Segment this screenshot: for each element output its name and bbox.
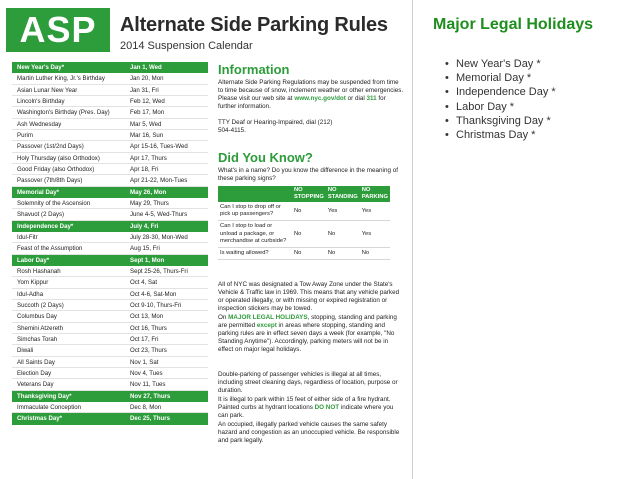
holiday-date: Apr 15-16, Tues-Wed <box>130 143 188 151</box>
major-holidays-list <box>456 57 556 142</box>
holiday-row <box>12 323 208 334</box>
holiday-date: May 29, Thurs <box>130 199 169 207</box>
holiday-name: Veterans Day <box>17 381 54 389</box>
information-body-mid: or dial <box>345 95 367 103</box>
holiday-name: Passover (7th/8th Days) <box>17 177 83 185</box>
holiday-row <box>12 368 208 379</box>
major-holiday-row <box>12 62 208 73</box>
holiday-date: July 4, Fri <box>130 222 159 230</box>
tow-away-note: All of NYC was designated a Tow Away Zone under the State's Vehicle & Traffic law in 1969. This means that any vehicle parked or operated illegally, or with missing or expired registration or inspection stickers may be towed. <box>218 281 400 313</box>
did-you-know-heading: Did You Know? <box>218 150 313 165</box>
holiday-name: Washington's Birthday (Pres. Day) <box>17 109 110 117</box>
holiday-date: Nov 4, Tues <box>130 369 163 377</box>
holiday-name: Martin Luther King, Jr.'s Birthday <box>17 75 105 83</box>
holiday-row <box>12 198 208 209</box>
holiday-row <box>12 96 208 107</box>
double-parking-note: Double-parking of passenger vehicles is illegal at all times, including street cleaning days, regardless of location, purpose or duration. <box>218 371 398 395</box>
holiday-date: Mar 5, Wed <box>130 120 162 128</box>
holiday-date: Oct 17, Fri <box>130 335 159 343</box>
major-holiday-item: • Memorial Day * <box>456 71 556 85</box>
holiday-row <box>12 85 208 96</box>
major-note-mid: , stopping, standing and parking are permitted <box>218 314 397 330</box>
do-not-highlight: DO NOT <box>314 404 340 412</box>
parking-answer: No <box>326 221 360 248</box>
holiday-name: Shemini Atzereth <box>17 324 64 332</box>
holiday-date: Apr 17, Thurs <box>130 154 167 162</box>
header-question-cell <box>218 186 292 202</box>
holiday-date: Oct 13, Mon <box>130 313 164 321</box>
holiday-date: Oct 4, Sat <box>130 279 158 287</box>
holiday-calendar-table <box>12 62 208 425</box>
holiday-row <box>12 164 208 175</box>
holiday-row <box>12 345 208 356</box>
holiday-name: Simchas Torah <box>17 335 58 343</box>
holiday-date: Nov 27, Thurs <box>130 392 171 400</box>
major-holiday-item: • New Year's Day * <box>456 57 556 71</box>
parking-question: Is waiting allowed? <box>218 248 292 260</box>
holiday-row <box>12 73 208 84</box>
parking-answer: Yes <box>360 202 390 221</box>
major-holiday-item: • Thanksgiving Day * <box>456 114 556 128</box>
major-legal-holidays-highlight: MAJOR LEGAL HOLIDAYS <box>228 314 308 321</box>
holiday-date: Apr 18, Fri <box>130 165 159 173</box>
holiday-row <box>12 300 208 311</box>
holiday-name: Purim <box>17 131 33 139</box>
parking-answer: No <box>360 248 390 260</box>
holiday-date: Aug 15, Fri <box>130 245 160 253</box>
holiday-name: Columbus Day <box>17 313 57 321</box>
parking-signs-row <box>218 202 390 221</box>
holiday-date: Apr 21-22, Mon-Tues <box>130 177 188 185</box>
parking-signs-row <box>218 248 390 260</box>
major-note-rest: in areas where stopping, standing and parking rules are in effect seven days a week (for example, "No Standing Anytime"). Accordingly, parking meters will not be in effect on major legal holidays. <box>218 322 395 354</box>
except-highlight: except <box>256 322 277 330</box>
holiday-date: Nov 1, Sat <box>130 358 159 366</box>
phone-311-link[interactable]: 311 <box>366 95 377 103</box>
holiday-name: Holy Thursday (also Orthodox) <box>17 154 100 162</box>
holiday-name: Labor Day* <box>17 256 50 264</box>
holiday-date: Nov 11, Tues <box>130 381 166 389</box>
holiday-row <box>12 277 208 288</box>
holiday-name: Idul-Adha <box>17 290 44 298</box>
holiday-row <box>12 402 208 413</box>
holiday-date: Oct 4-6, Sat-Mon <box>130 290 177 298</box>
holiday-date: Feb 12, Wed <box>130 97 165 105</box>
parking-question: Can I stop to drop off or pick up passengers? <box>218 202 292 221</box>
holiday-name: Idul-Fitr <box>17 233 38 241</box>
slide-divider <box>412 0 413 479</box>
header-no-standing: NO STANDING <box>327 187 358 200</box>
fire-hydrant-note <box>218 396 404 420</box>
major-note-lead: On <box>218 314 229 321</box>
parking-answer: No <box>292 202 326 221</box>
document-title: Alternate Side Parking Rules <box>120 14 388 36</box>
tty-text: TTY Deaf or Hearing-Impaired, dial (212) 504-4115. <box>218 119 333 135</box>
parking-signs-row <box>218 221 390 248</box>
header-no-stopping: NO STOPPING <box>294 187 324 200</box>
holiday-row <box>12 232 208 243</box>
holiday-date: July 28-30, Mon-Wed <box>130 233 188 241</box>
holiday-row <box>12 311 208 322</box>
holiday-date: Jan 1, Wed <box>130 64 162 71</box>
holiday-name: Independence Day* <box>17 222 74 230</box>
holiday-name: Thanksgiving Day* <box>17 392 72 400</box>
holiday-name: Ash Wednesday <box>17 120 62 128</box>
holiday-row <box>12 141 208 152</box>
major-holiday-row <box>12 221 208 232</box>
holiday-date: Oct 16, Thurs <box>130 324 167 332</box>
information-text <box>218 79 404 111</box>
holiday-name: Asian Lunar New Year <box>17 86 78 94</box>
holiday-row <box>12 334 208 345</box>
major-holiday-row <box>12 255 208 266</box>
did-you-know-intro: What's in a name? Do you know the difference in the meaning of these parking signs? <box>218 167 398 183</box>
holiday-date: Jan 20, Mon <box>130 75 164 83</box>
asp-logo: ASP <box>6 8 110 52</box>
holiday-name: Passover (1st/2nd Days) <box>17 143 84 151</box>
holiday-date: Sept 1, Mon <box>130 256 165 264</box>
information-heading: Information <box>218 62 290 77</box>
document-subtitle: 2014 Suspension Calendar <box>120 40 253 52</box>
major-holiday-row <box>12 413 208 424</box>
holiday-name: All Saints Day <box>17 358 55 366</box>
parking-signs-table <box>218 186 390 260</box>
holiday-name: Immaculate Conception <box>17 403 82 411</box>
holiday-name: Election Day <box>17 369 52 377</box>
holiday-date: Mar 16, Sun <box>130 131 164 139</box>
holiday-name: New Year's Day* <box>17 64 65 71</box>
holiday-row <box>12 209 208 220</box>
holiday-date: Dec 25, Thurs <box>130 415 170 423</box>
major-holidays-note <box>218 314 404 354</box>
holiday-name: Christmas Day* <box>17 415 63 423</box>
holiday-row <box>12 119 208 130</box>
major-holiday-item: • Christmas Day * <box>456 128 556 142</box>
holiday-row <box>12 357 208 368</box>
hydrant-note-lead: It is illegal to park within 15 feet of either side of a fire hydrant. Painted curbs at hydrant locations <box>218 396 391 412</box>
panel-title: Major Legal Holidays <box>433 16 594 33</box>
holiday-name: Lincoln's Birthday <box>17 97 65 105</box>
parking-answer: No <box>292 221 326 248</box>
holiday-name: Memorial Day* <box>17 188 59 196</box>
holiday-date: June 4-5, Wed-Thurs <box>130 211 188 219</box>
holiday-name: Good Friday (also Orthodox) <box>17 165 95 173</box>
holiday-name: Succoth (2 Days) <box>17 301 64 309</box>
holiday-row <box>12 289 208 300</box>
holiday-row <box>12 243 208 254</box>
parking-answer: Yes <box>326 202 360 221</box>
major-holiday-row <box>12 187 208 198</box>
holiday-name: Feast of the Assumption <box>17 245 83 253</box>
hydrant-note-rest: indicate where you can park. <box>218 404 394 420</box>
holiday-name: Rosh Hashanah <box>17 267 61 275</box>
holiday-name: Solemnity of the Ascension <box>17 199 91 207</box>
holiday-row <box>12 107 208 118</box>
occupied-vehicle-note: An occupied, illegally parked vehicle causes the same safety hazard and congestion as an unoccupied vehicle. Be responsible and park legally. <box>218 421 400 445</box>
holiday-date: Dec 8, Mon <box>130 403 162 411</box>
website-link[interactable]: www.nyc.gov/dot <box>294 95 346 103</box>
major-holiday-item: • Independence Day * <box>456 85 556 99</box>
holiday-name: Diwali <box>17 347 34 355</box>
information-body-end: for further information. <box>218 95 386 111</box>
holiday-row <box>12 379 208 390</box>
holiday-row <box>12 153 208 164</box>
parking-answer: No <box>292 248 326 260</box>
holiday-date: May 26, Mon <box>130 188 167 196</box>
holiday-date: Oct 23, Thurs <box>130 347 167 355</box>
parking-answer: No <box>326 248 360 260</box>
holiday-date: Sept 25-26, Thurs-Fri <box>130 267 188 275</box>
holiday-name: Yom Kippur <box>17 279 49 287</box>
parking-signs-body <box>218 202 390 260</box>
parking-question: Can I stop to load or unload a package, or merchandise at curbside? <box>218 221 292 248</box>
holiday-date: Feb 17, Mon <box>130 109 165 117</box>
holiday-date: Oct 9-10, Thurs-Fri <box>130 301 182 309</box>
parking-answer: Yes <box>360 221 390 248</box>
parking-signs-header-row <box>218 186 390 202</box>
holiday-row <box>12 266 208 277</box>
major-holiday-item: • Labor Day * <box>456 100 556 114</box>
holiday-row <box>12 130 208 141</box>
holiday-date: Jan 31, Fri <box>130 86 159 94</box>
information-body: Alternate Side Parking Regulations may be suspended from time to time because of snow, inclement weather or other emergencies. Please visit our web site at <box>218 79 404 103</box>
holiday-row <box>12 175 208 186</box>
major-holiday-row <box>12 391 208 402</box>
holiday-name: Shavuot (2 Days) <box>17 211 65 219</box>
header-no-parking: NO PARKING <box>361 187 389 200</box>
